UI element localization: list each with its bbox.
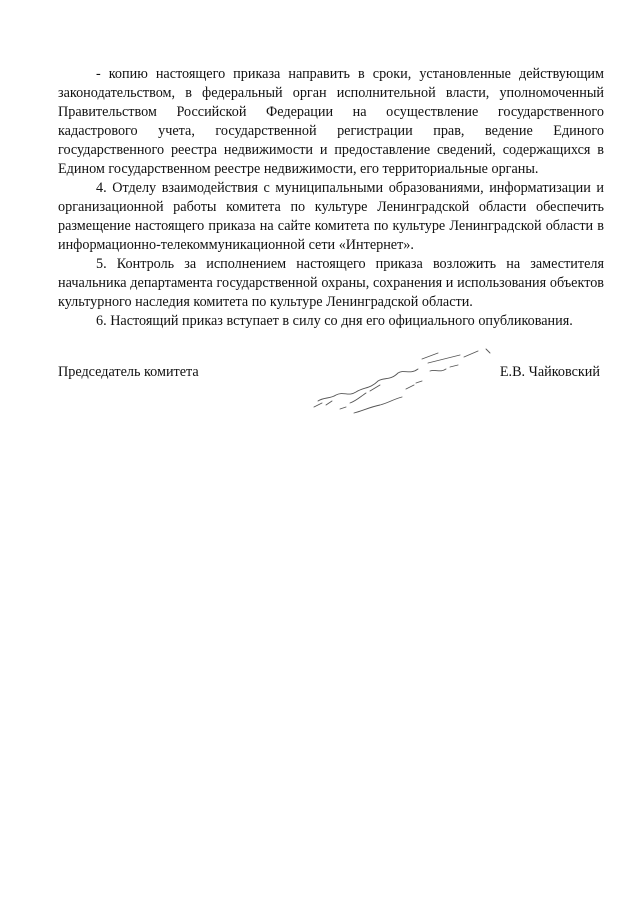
paragraph-item-4: 4. Отделу взаимодействия с муниципальными образованиями, информатизации и организационной работы комитета по культуре Ленинградской области обеспечить размещение настоящего приказа на сайте комитета по культуре Ленинградской области в информационно-телекоммуникационной сети «Интернет». <box>58 180 604 253</box>
signatory-title: Председатель комитета <box>58 364 199 380</box>
paragraph-copy-directive: - копию настоящего приказа направить в сроки, установленные действующим законодательством, в федеральный орган исполнительной власти, уполномоченный Правительством Российской Федерации на осуществление государственного кадастрового учета, государственной регистрации прав, ведение Единого государственного реестра недвижимости и предоставление сведений, содержащихся в Едином государственном реестре недвижимости, его территориальные органы. <box>58 66 604 177</box>
paragraph-item-5: 5. Контроль за исполнением настоящего приказа возложить на заместителя начальника департамента государственной охраны, сохранения и использования объектов культурного наследия комитета по культуре Ленинградской области. <box>58 256 604 310</box>
handwritten-signature <box>310 345 500 425</box>
signatory-name: Е.В. Чайковский <box>499 364 600 380</box>
document-body <box>58 65 604 331</box>
paragraph-item-6: 6. Настоящий приказ вступает в силу со дня его официального опубликования. <box>96 313 573 329</box>
